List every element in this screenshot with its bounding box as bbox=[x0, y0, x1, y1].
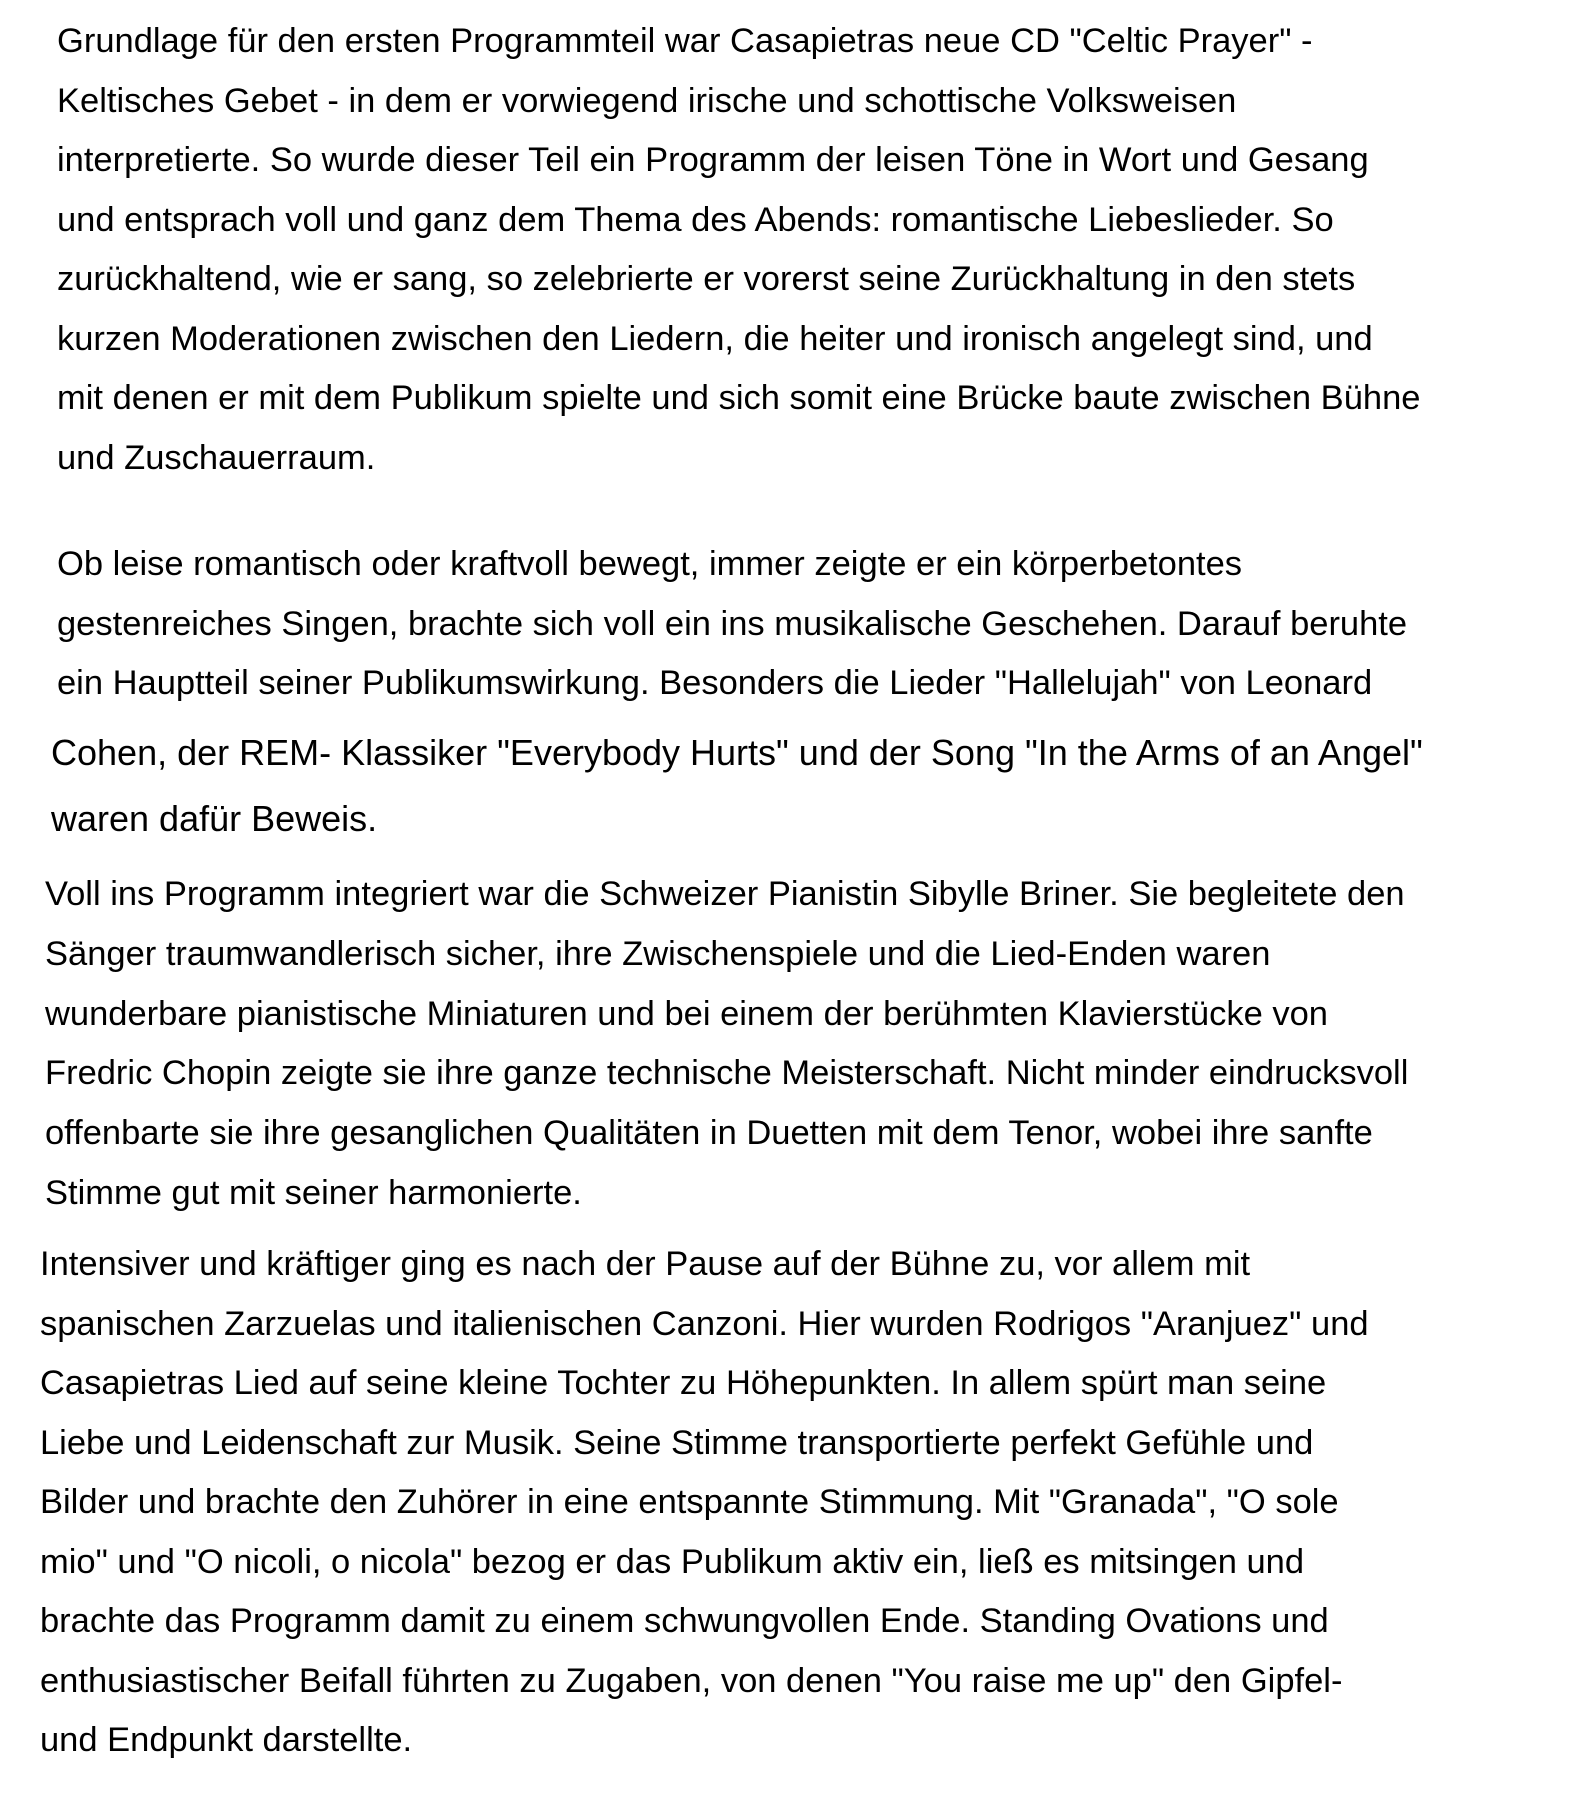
paragraph-pianist: Voll ins Programm integriert war die Schweizer Pianistin Sibylle Briner. Sie begleitete den Sänger traumwandlerisch sicher, ihre Zwischenspiele und die Lied-Enden waren wunderbare pianistische Miniaturen und bei einem der berühmten Klavierstücke von Fredric Chopin zeigte sie ihre ganze technische Meisterschaft. Nicht minder eindrucksvoll offenbarte sie ihre gesanglichen Qualitäten in Duetten mit dem Tenor, wobei ihre sanfte Stimme gut mit seiner harmonierte. bbox=[45, 875, 1409, 1212]
paragraph-second-half: Intensiver und kräftiger ging es nach der Pause auf der Bühne zu, vor allem mit spanischen Zarzuelas und italienischen Canzoni. Hier wurden Rodrigos "Aranjuez" und Casapietras Lied auf seine kleine Tochter zu Höhepunkten. In allem spürt man seine Liebe und Leidenschaft zur Musik. Seine Stimme transportierte perfekt Gefühle und Bilder und brachte den Zuhörer in eine entspannte Stimmung. Mit "Granada", "O sole mio" und "O nicoli, o nicola" bezog er das Publikum aktiv ein, ließ es mitsingen und brachte das Programm damit zu einem schwungvollen Ende. Standing Ovations und enthusiastischer Beifall führten zu Zugaben, von denen "You raise me up" den Gipfel- und Endpunkt darstellte. bbox=[40, 1245, 1369, 1759]
paragraph-song-examples: Cohen, der REM- Klassiker "Everybody Hurts" und der Song "In the Arms of an Angel" waren dafür Beweis. bbox=[51, 732, 1423, 839]
paragraph-celtic-prayer: Grundlage für den ersten Programmteil war Casapietras neue CD "Celtic Prayer" - Keltisches Gebet - in dem er vorwiegend irische und schottische Volksweisen interpretierte. So wurde dieser Teil ein Programm der leisen Töne in Wort und Gesang und entsprach voll und ganz dem Thema des Abends: romantische Liebeslieder. So zurückhaltend, wie er sang, so zelebrierte er vorerst seine Zurückhaltung in den stets kurzen Moderationen zwischen den Liedern, die heiter und ironisch angelegt sind, und mit denen er mit dem Publikum spielte und sich somit eine Brücke baute zwischen Bühne und Zuschauerraum. bbox=[57, 22, 1421, 477]
paragraph-performance-style: Ob leise romantisch oder kraftvoll bewegt, immer zeigte er ein körperbetontes gestenreiches Singen, brachte sich voll ein ins musikalische Geschehen. Darauf beruhte ein Hauptteil seiner Publikumswirkung. Besonders die Lieder "Hallelujah" von Leonard bbox=[57, 545, 1408, 702]
